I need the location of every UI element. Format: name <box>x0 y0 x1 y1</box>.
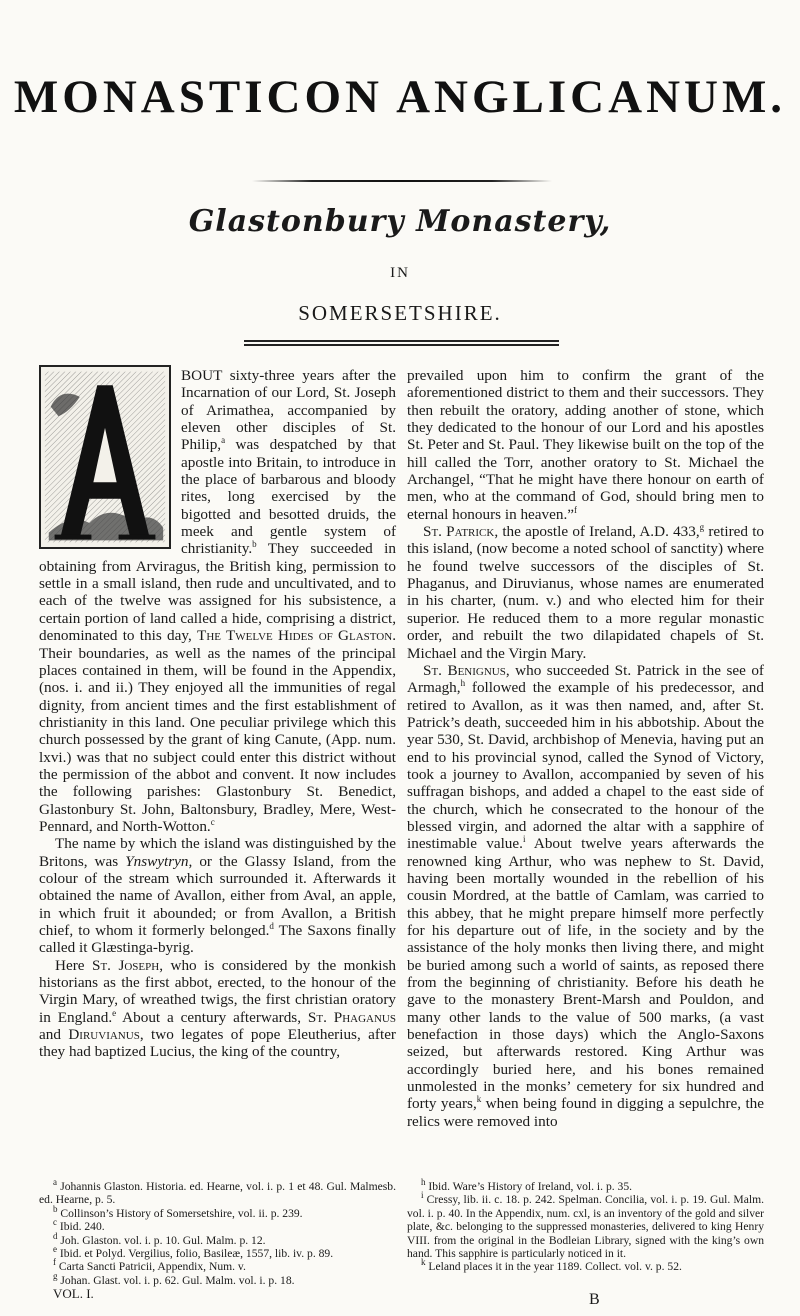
right-column <box>407 367 764 1130</box>
footnote: $^i$ Cressy, lib. ii. c. 18. p. 242. Spelman. Concilia, vol. i. p. 19. Gul. Malm. vol. i. p. 40. In the Appendix, num. cxl, is an inventory of the gold and silver plate, &c. belonging to the suppressed monasteries, delivered to king Henry VIII. from the original in the Bodleian Library, signed with the king’s own hand. This sapphire is particularly noticed in it. <box>407 1190 764 1261</box>
paragraph: The name by which the island was distinguished by the Britons, was Ynswytryn, or the Glassy Island, from the colour of the stream which surrounded it. Afterwards it obtained the name of Avallon, either from Aval, an apple, in which fruit it abounded; or from Avallon, a British chief, to whom it formerly belonged.$^d$ The Saxons finally called it Glæstinga-byrig. <box>39 835 396 957</box>
signature-mark: B <box>589 1291 600 1308</box>
heading-connector: IN <box>390 265 410 281</box>
decorated-initial-letter-icon <box>41 367 169 547</box>
page-title: MONASTICON ANGLICANUM. <box>13 71 787 123</box>
section-heading: Glastonbury Monastery, <box>188 204 612 239</box>
paragraph: St. Patrick, the apostle of Ireland, A.D. 433,$^g$ retired to this island, (now become a noted school of sanctity) where he found twelve successors of the disciples of St. Phaganus, and Diruvianus, whose names are enumerated in his charter, (num. v.) and who elected him for their superior. He reduced them to a more regular monastic order, and rebuilt the two dilapidated chapels of St. Michael and the Virgin Mary. <box>407 522 765 662</box>
paragraph: prevailed upon him to confirm the grant of the aforementioned district to them and their successors. They then rebuilt the oratory, adding another of stone, which they dedicated to the honour of our Lord and his apostles St. Peter and St. Paul. They likewise built on the top of the hill called the Torr, another oratory to St. Michael the Archangel, “That he might have there honour on earth of men, who at the command of God, should bring men to eternal honours in heaven.”$^f$ <box>407 367 764 523</box>
footnote: $^f$ Carta Sancti Patricii, Appendix, Num. v. <box>53 1257 246 1274</box>
footnotes-right <box>407 1177 764 1274</box>
footnote: $^g$ Johan. Glast. vol. i. p. 62. Gul. Malm. vol. i. p. 18. <box>53 1270 295 1287</box>
footnote: $^a$ Johannis Glaston. Historia. ed. Hearne, vol. i. p. 1 et 48. Gul. Malmesb. ed. Hearne, p. 5. <box>39 1177 396 1207</box>
footnote: $^b$ Collinson’s History of Somersetshire, vol. ii. p. 239. <box>53 1203 303 1220</box>
heading-rule-lower <box>244 344 559 346</box>
paragraph: Here St. Joseph, who is considered by the monkish historians as the first abbot, erected, to the honour of the Virgin Mary, of wreathed twigs, the first christian oratory in England.$^e$ About a century afterwards, St. Phaganus and Diruvianus, two legates of pope Eleutherius, after they had baptized Lucius, the king of the country, <box>39 956 397 1061</box>
paragraph: St. Benignus, who succeeded St. Patrick in the see of Armagh,$^h$ followed the example of his predecessor, and retired to Avallon, as it was then named, and, after St. Patrick’s death, succeeded him in his abbotship. About the year 530, St. David, archbishop of Menevia, having put an end to his provincial synod, called the Synod of Victory, took a journey to Avallon, accompanied by seven of his suffragan bishops, and added a chapel to the east side of the church, which he consecrated to the honour of the blessed virgin, and adorned the altar with a sapphire of inestimable value.$^i$ About twelve years afterwards the renowned king Arthur, who was nephew to St. David, having been mortally wounded in the rebellion of his cousin Mordred, at the battle of Camlam, was carried to this abbey, that he might prepare himself more perfectly for his departure out of life, in the society and by the assistance of the holy monks then living there, and might be buried among such a world of saints, as reposed there from the beginning of christianity. Before his death he gave to the monastery Brent-Marsh and Pouldon, and many other lands to the value of 500 marks, (a vast benefaction in those days) which the Anglo-Saxons seized, but afterwards restored. King Arthur was accordingly buried here, and his bones remained unmolested in the monks’ cemetery for six hundred and forty years,$^k$ when being found in digging a sepulchre, the relics were removed into <box>407 661 764 1130</box>
county-heading: SOMERSETSHIRE. <box>298 301 502 325</box>
footnotes-left <box>39 1177 396 1302</box>
heading-rule-upper <box>244 340 559 342</box>
paragraph: BOUT sixty-three years after the Incarnation of our Lord, St. Joseph of Arimathea, accompanied by eleven other disciples of St. Philip,$^a$ was despatched by that apostle into Britain, to introduce in the place of barbarous and bloody rites, long exercised by the bigotted and besotted druids, the meek and gentle system of christianity.$^b$ They succeeded in obtaining from Arviragus, the British king, permission to settle in a small island, then rude and uncultivated, and to each of the twelve was assigned for his subsistence, a certain portion of land called a hide, comprising a district, denominated to this day, The Twelve Hides of Glaston. Their boundaries, as well as the names of the principal places contained in them, will be found in the Appendix, (nos. i. and ii.) They enjoyed all the immunities of regal dignity, from ancient times and the first establishment of christianity in this land. One peculiar privilege which this church possessed by the grant of king Canute, (App. num. lxvi.) was that no subject could enter this district without the permission of the abbot and convent. It now includes the following parishes: Glastonbury St. Benedict, Glastonbury St. John, Baltonsbury, Bradley, Mere, West-Pennard, and North-Wotton.$^c$ <box>39 367 396 835</box>
left-column <box>39 367 396 1061</box>
decorated-initial <box>39 365 171 549</box>
volume-label: VOL. I. <box>53 1286 94 1302</box>
footnote: $^c$ Ibid. 240. <box>53 1217 105 1234</box>
footnote: $^d$ Joh. Glaston. vol. i. p. 10. Gul. Malm. p. 12. <box>53 1230 266 1247</box>
footnote: $^h$ Ibid. Ware’s History of Ireland, vol. i. p. 35. <box>421 1177 633 1193</box>
title-rule <box>252 180 552 182</box>
footnote: $^e$ Ibid. et Polyd. Vergilius, folio, Basileæ, 1557, lib. iv. p. 89. <box>53 1244 334 1261</box>
footnote: $^k$ Leland places it in the year 1189. Collect. vol. v. p. 52. <box>421 1257 682 1274</box>
